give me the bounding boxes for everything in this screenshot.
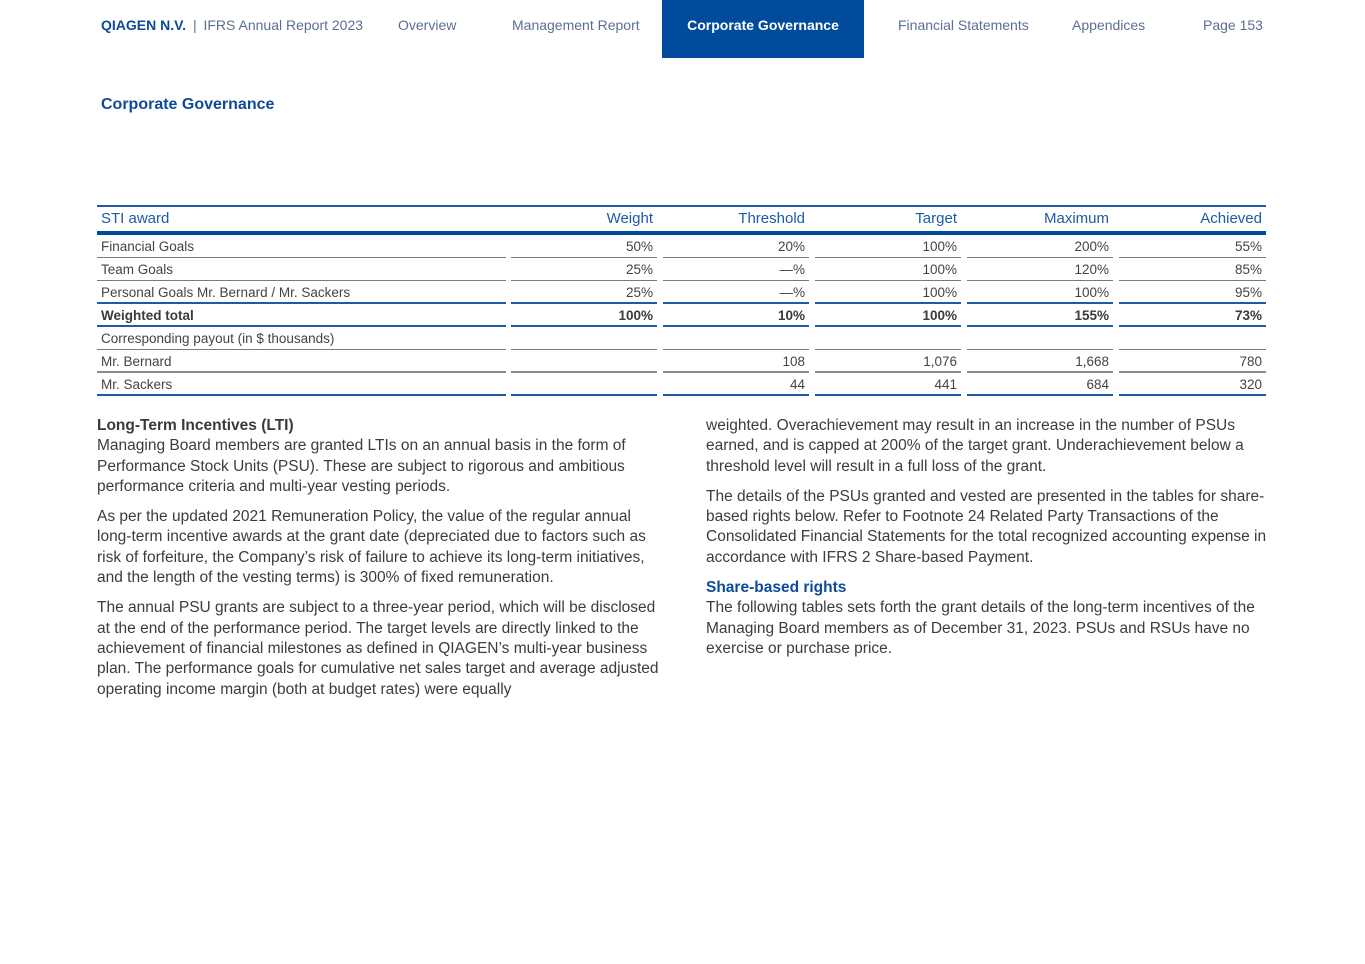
weight-cell bbox=[511, 350, 657, 373]
achieved-cell: 85% bbox=[1119, 258, 1266, 281]
table-row bbox=[97, 327, 1266, 350]
lti-paragraph-psu-details: The details of the PSUs granted and vested are presented in the tables for share-based rights below. Refer to Footnote 24 Related Party Transactions of the Consolidated Financial Statements for the total recognized accounting expense in accordance with IFRS 2 Share-based Payment. bbox=[706, 487, 1267, 566]
lti-paragraph-continued: weighted. Overachievement may result in an increase in the number of PSUs earned, and is capped at 200% of the target grant. Underachievement below a threshold level will result in a full loss of the grant. bbox=[706, 417, 1244, 475]
nav-overview[interactable]: Overview bbox=[398, 17, 457, 33]
column-header-target: Target bbox=[915, 210, 957, 227]
achieved-cell bbox=[1119, 327, 1266, 350]
row-label: Team Goals bbox=[97, 258, 506, 281]
nav-financial-statements[interactable]: Financial Statements bbox=[898, 17, 1029, 33]
report-title: IFRS Annual Report 2023 bbox=[203, 17, 364, 33]
achieved-cell: 95% bbox=[1119, 281, 1266, 304]
column-header-sti-award: STI award bbox=[101, 210, 170, 227]
maximum-cell: 684 bbox=[967, 373, 1113, 396]
maximum-cell: 120% bbox=[967, 258, 1113, 281]
column-header-weight: Weight bbox=[606, 210, 653, 227]
achieved-cell: 55% bbox=[1119, 235, 1266, 258]
lti-paragraph-2: As per the updated 2021 Remuneration Policy, the value of the regular annual long-term incentive awards at the grant date (depreciated due to factors such as risk of forfeiture, the Company’s risk of failure to achieve its long-term initiatives, and the length of the vesting terms) is 300% of fixed remuneration. bbox=[97, 508, 646, 587]
threshold-cell bbox=[663, 327, 809, 350]
maximum-cell: 200% bbox=[967, 235, 1113, 258]
target-cell: 100% bbox=[815, 235, 961, 258]
target-cell: 441 bbox=[815, 373, 961, 396]
lti-paragraph-1 bbox=[97, 416, 667, 497]
table-row bbox=[97, 235, 1266, 258]
column-header-maximum: Maximum bbox=[1043, 210, 1109, 227]
brand-separator: | bbox=[192, 17, 197, 33]
nav-management-report[interactable]: Management Report bbox=[512, 17, 640, 33]
threshold-cell: 44 bbox=[663, 373, 809, 396]
target-cell: 1,076 bbox=[815, 350, 961, 373]
maximum-cell: 100% bbox=[967, 281, 1113, 304]
nav-corporate-governance[interactable]: Corporate Governance bbox=[662, 0, 864, 58]
nav-appendices[interactable]: Appendices bbox=[1072, 17, 1146, 33]
weight-cell: 50% bbox=[511, 235, 657, 258]
maximum-cell bbox=[967, 327, 1113, 350]
achieved-cell: 320 bbox=[1119, 373, 1266, 396]
left-text-column bbox=[97, 416, 667, 710]
target-cell: 100% bbox=[815, 281, 961, 304]
section-title: Corporate Governance bbox=[101, 96, 275, 113]
weight-cell bbox=[511, 327, 657, 350]
page-number: Page 153 bbox=[1203, 17, 1263, 33]
column-header-threshold: Threshold bbox=[738, 210, 805, 227]
weight-cell bbox=[511, 373, 657, 396]
threshold-cell: —% bbox=[663, 258, 809, 281]
lti-paragraph-3: The annual PSU grants are subject to a three-year period, which will be disclosed at the end of the performance period. The target levels are directly linked to the achievement of financial milestones as defined in QIAGEN’s multi-year business plan. The performance goals for cumulative net sales target and average adjusted operating income margin (both at budget rates) were equally bbox=[97, 599, 659, 698]
share-based-rights-text: The following tables sets forth the grant details of the long-term incentives of the Managing Board members as of December 31, 2023. PSUs and RSUs have no exercise or purchase price. bbox=[706, 599, 1255, 657]
target-cell: 100% bbox=[815, 304, 961, 327]
row-label: Personal Goals Mr. Bernard / Mr. Sackers bbox=[97, 281, 506, 304]
report-brand[interactable] bbox=[101, 17, 363, 33]
table-row-total bbox=[97, 304, 1266, 327]
table-header-row bbox=[97, 207, 1266, 231]
table-row bbox=[97, 350, 1266, 373]
share-based-rights-block bbox=[706, 578, 1272, 659]
sti-award-table bbox=[97, 205, 1266, 396]
table-row bbox=[97, 373, 1266, 396]
lti-heading: Long-Term Incentives (LTI) bbox=[97, 417, 294, 434]
row-label: Weighted total bbox=[97, 304, 506, 327]
lti-paragraph-1-text: Managing Board members are granted LTIs on an annual basis in the form of Performance Stock Units (PSU). These are subject to rigorous and ambitious performance criteria and multi-year vesting periods. bbox=[97, 437, 626, 495]
weight-cell: 25% bbox=[511, 281, 657, 304]
table-row bbox=[97, 258, 1266, 281]
row-label: Mr. Bernard bbox=[97, 350, 506, 373]
table-row bbox=[97, 281, 1266, 304]
weight-cell: 25% bbox=[511, 258, 657, 281]
achieved-cell: 780 bbox=[1119, 350, 1266, 373]
row-label: Mr. Sackers bbox=[97, 373, 506, 396]
right-text-column bbox=[706, 416, 1272, 669]
maximum-cell: 155% bbox=[967, 304, 1113, 327]
threshold-cell: 108 bbox=[663, 350, 809, 373]
threshold-cell: —% bbox=[663, 281, 809, 304]
maximum-cell: 1,668 bbox=[967, 350, 1113, 373]
threshold-cell: 10% bbox=[663, 304, 809, 327]
row-label: Financial Goals bbox=[97, 235, 506, 258]
share-based-rights-heading: Share-based rights bbox=[706, 579, 847, 597]
company-name: QIAGEN N.V. bbox=[101, 17, 187, 33]
weight-cell: 100% bbox=[511, 304, 657, 327]
column-header-achieved: Achieved bbox=[1200, 210, 1262, 227]
top-navigation-bar bbox=[0, 0, 1365, 58]
target-cell: 100% bbox=[815, 258, 961, 281]
row-label: Corresponding payout (in $ thousands) bbox=[97, 327, 506, 350]
target-cell bbox=[815, 327, 961, 350]
threshold-cell: 20% bbox=[663, 235, 809, 258]
achieved-cell: 73% bbox=[1119, 304, 1266, 327]
